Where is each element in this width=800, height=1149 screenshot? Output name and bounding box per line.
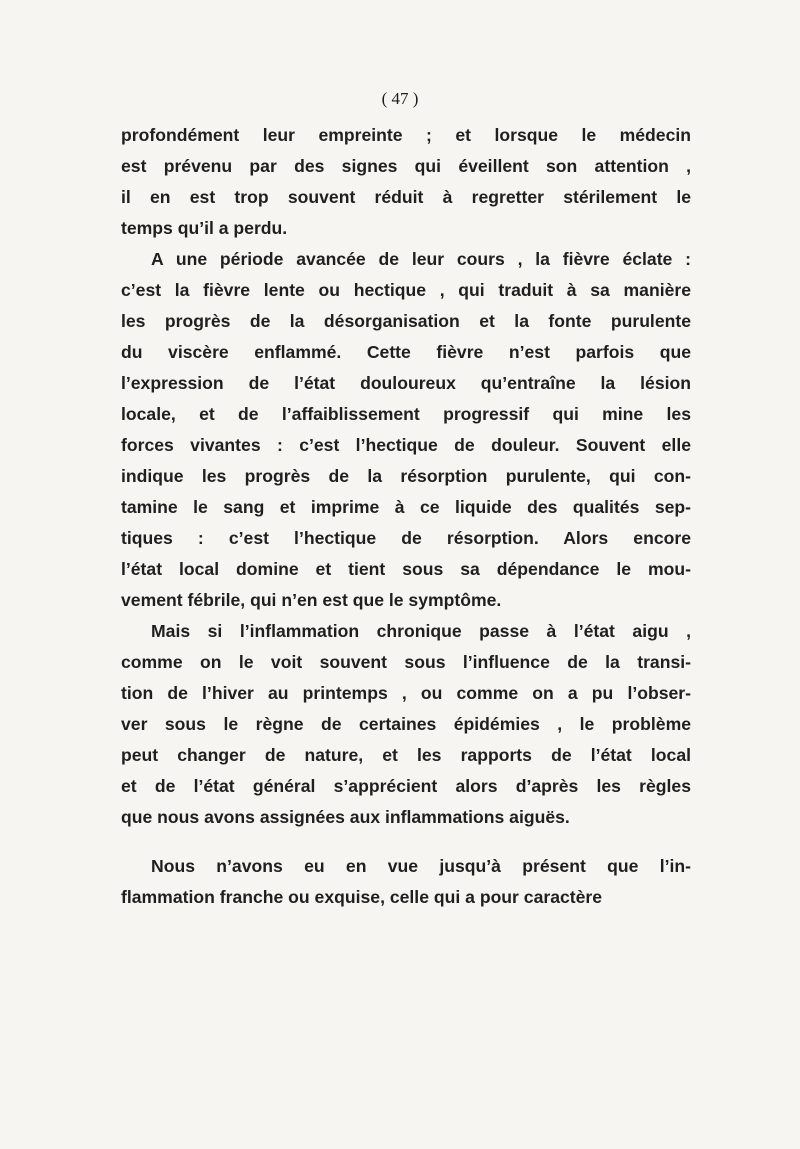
text-line: comme on le voit souvent sous l’influence de la transi- — [121, 652, 691, 672]
text-line: tamine le sang et imprime à ce liquide des qualités sep- — [121, 497, 691, 517]
text-line: les progrès de la désorganisation et la fonte purulente — [121, 311, 691, 331]
text-line: locale, et de l’affaiblissement progressif qui mine les — [121, 404, 691, 424]
text-line: Mais si l’inflammation chronique passe à l’état aigu , — [151, 621, 691, 641]
text-line: peut changer de nature, et les rapports de l’état local — [121, 745, 691, 765]
text-line: est prévenu par des signes qui éveillent son attention , — [121, 156, 691, 176]
text-line: ver sous le règne de certaines épidémies , le problème — [121, 714, 691, 734]
text-line: vement fébrile, qui n’en est que le symptôme. — [121, 590, 502, 610]
text-line: temps qu’il a perdu. — [121, 218, 288, 238]
text-line: A une période avancée de leur cours , la fièvre éclate : — [151, 249, 691, 269]
text-line: flammation franche ou exquise, celle qui a pour caractère — [121, 887, 603, 907]
text-line: Nous n’avons eu en vue jusqu’à présent que l’in- — [151, 856, 691, 876]
paragraph — [121, 616, 691, 833]
text-line: il en est trop souvent réduit à regretter stérilement le — [121, 187, 691, 207]
text-line: et de l’état général s’apprécient alors d’après les règles — [121, 776, 691, 796]
paragraph-gap — [121, 833, 691, 851]
text-line: l’état local domine et tient sous sa dépendance le mou- — [121, 559, 691, 579]
text-line: que nous avons assignées aux inflammations aiguës. — [121, 807, 570, 827]
text-line: indique les progrès de la résorption purulente, qui con- — [121, 466, 691, 486]
text-line: tion de l’hiver au printemps , ou comme on a pu l’obser- — [121, 683, 691, 703]
text-line: c’est la fièvre lente ou hectique , qui traduit à sa manière — [121, 280, 691, 300]
paragraph — [121, 120, 691, 244]
page-number: ( 47 ) — [381, 89, 419, 108]
paragraph — [121, 244, 691, 616]
text-line: tiques : c’est l’hectique de résorption. Alors encore — [121, 528, 691, 548]
paragraph — [121, 851, 691, 913]
text-line: l’expression de l’état douloureux qu’entraîne la lésion — [121, 373, 691, 393]
text-line: du viscère enflammé. Cette fièvre n’est parfois que — [121, 342, 691, 362]
body-text — [121, 120, 691, 913]
text-line: profondément leur empreinte ; et lorsque le médecin — [121, 125, 691, 145]
text-line: forces vivantes : c’est l’hectique de douleur. Souvent elle — [121, 435, 691, 455]
